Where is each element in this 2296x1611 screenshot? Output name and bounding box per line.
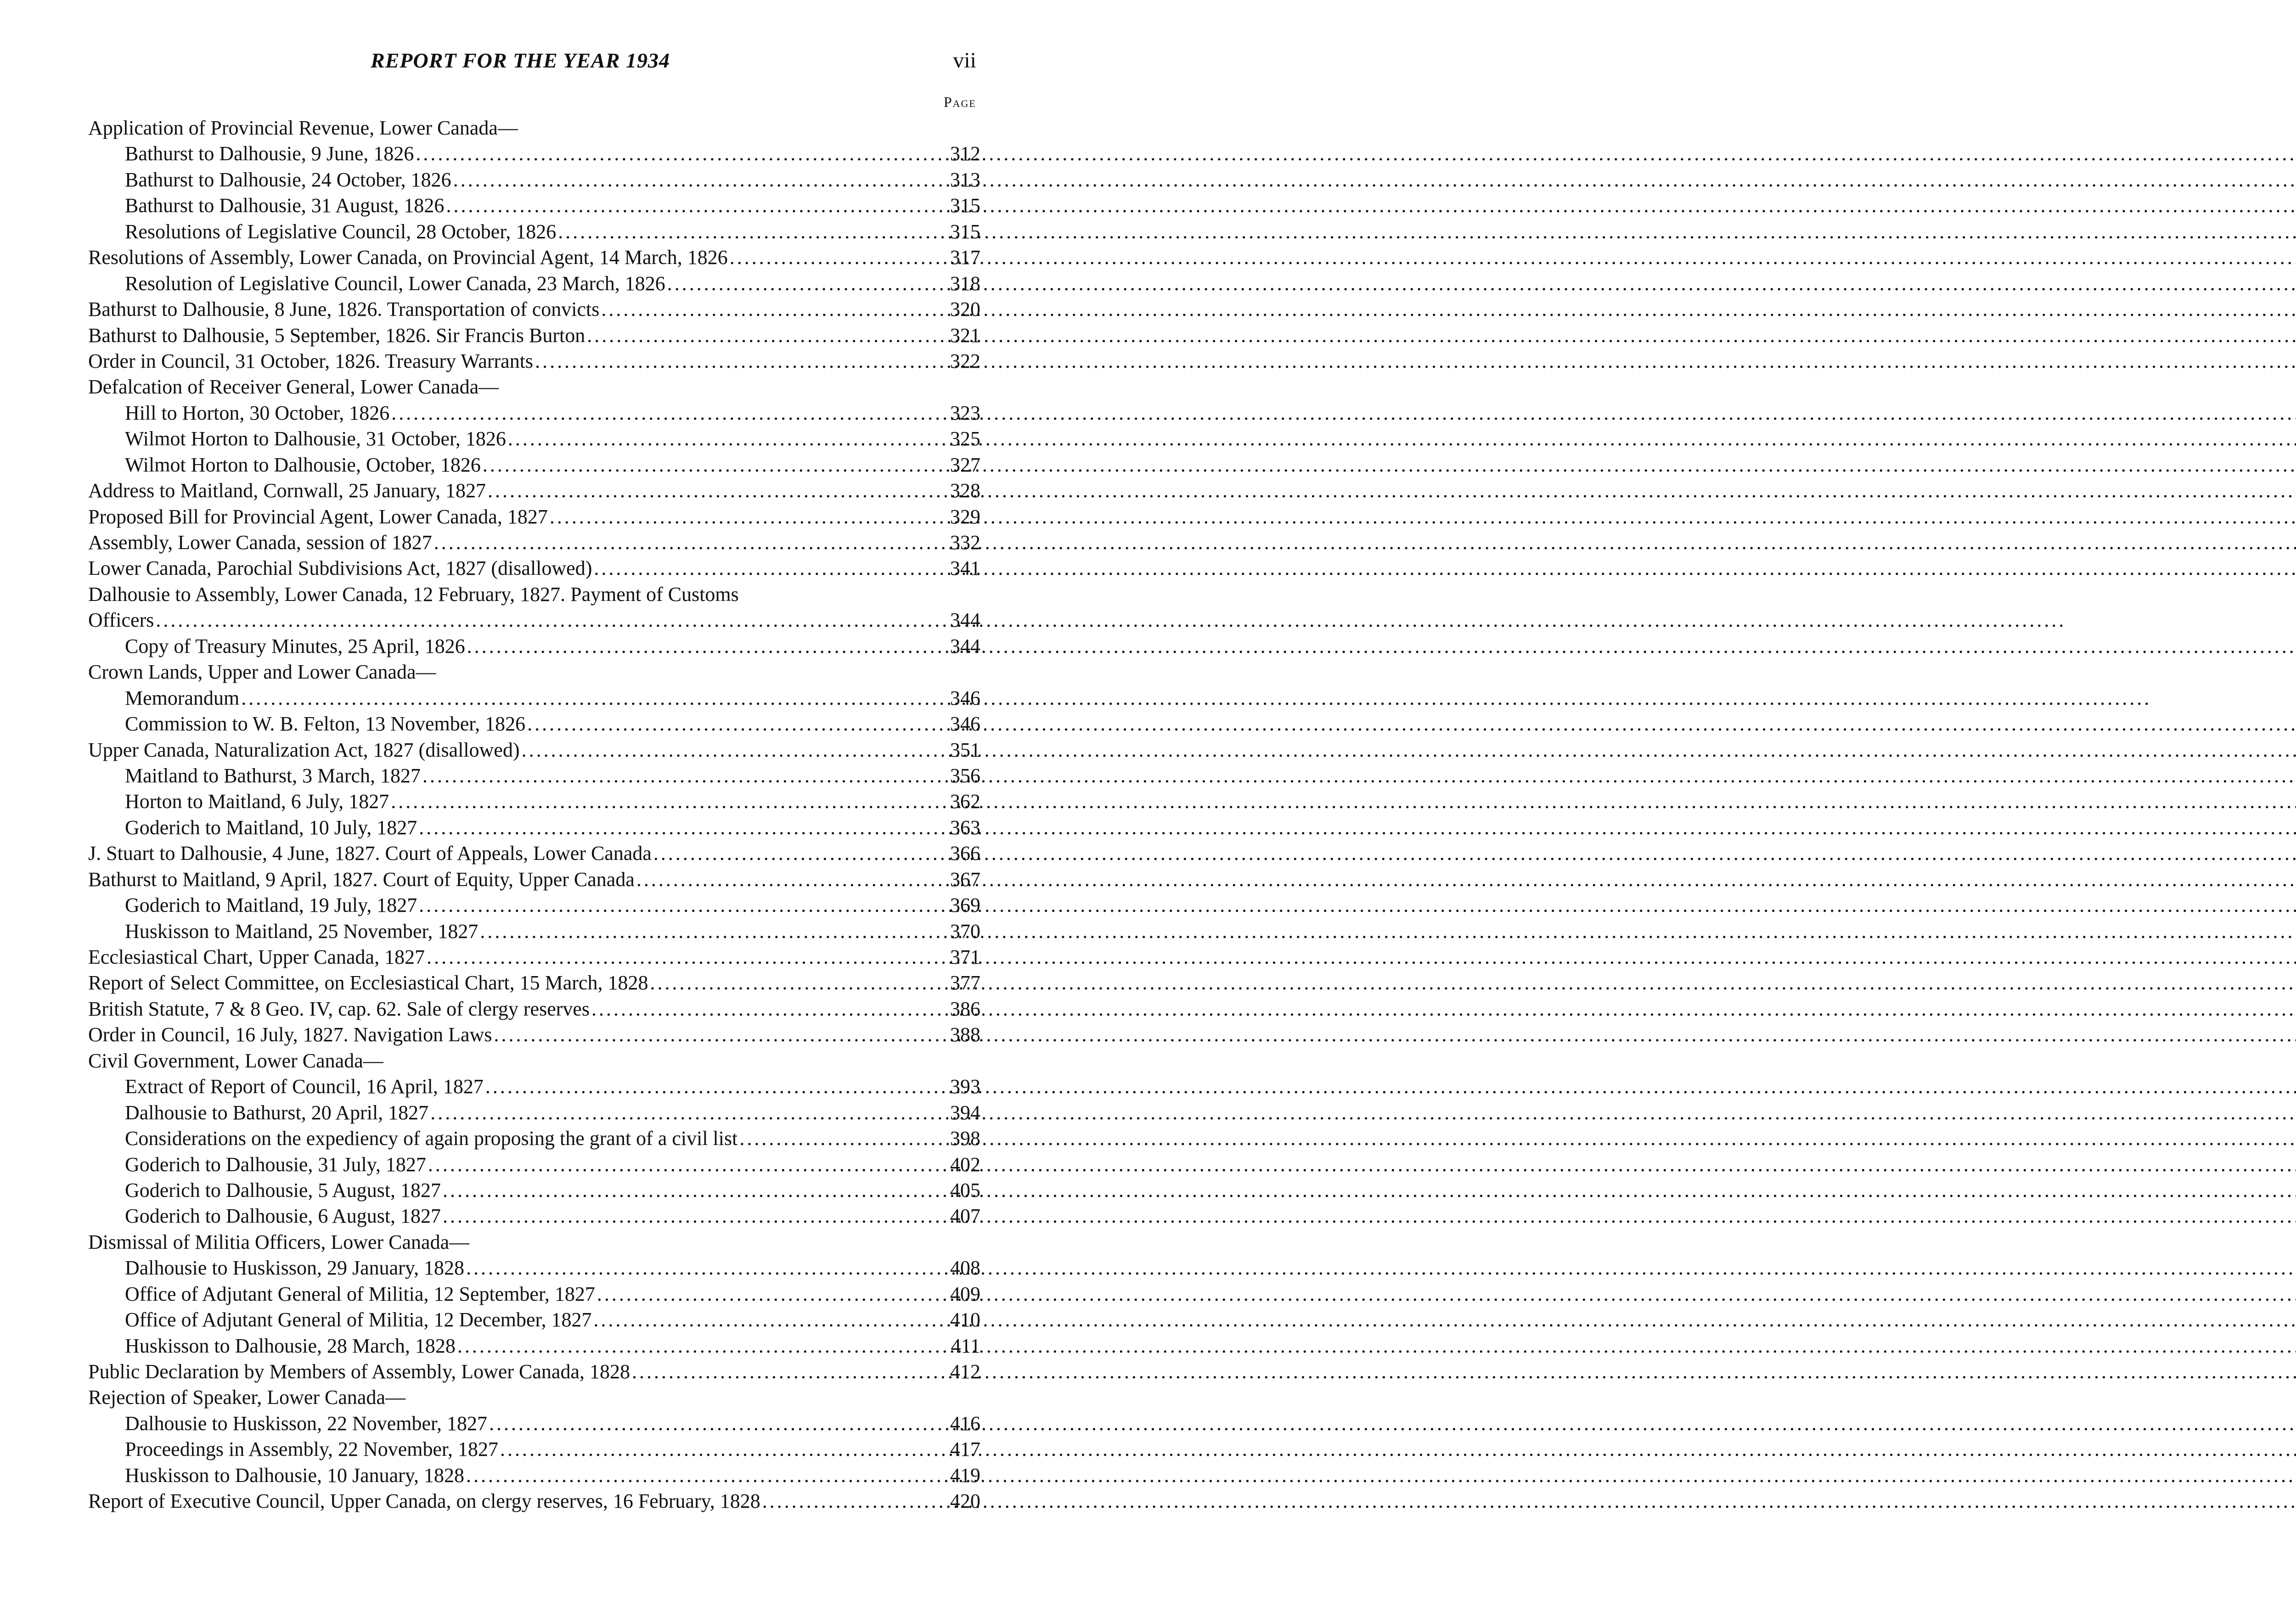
entry-page-number: 412 [950, 1360, 980, 1383]
entry-title: Bathurst to Dalhousie, 31 August, 1826 [125, 194, 445, 217]
dot-leader [587, 323, 937, 348]
entry-title: Wilmot Horton to Dalhousie, 31 October, 1826 [125, 427, 506, 450]
entry-title: Dalhousie to Assembly, Lower Canada, 12 February, 1827. Payment of Customs [88, 583, 739, 606]
entry-title: Office of Adjutant General of Militia, 12 September, 1827 [125, 1282, 595, 1305]
entry-title: Public Declaration by Members of Assembly, Lower Canada, 1828 [88, 1360, 630, 1383]
entry-title: Officers [88, 609, 154, 632]
entry-title: Proceedings in Assembly, 22 November, 1827 [125, 1438, 498, 1461]
toc-entry [88, 711, 980, 737]
toc-entry [88, 1152, 980, 1178]
entry-page-number: 369 [950, 894, 980, 917]
toc-entry [88, 1359, 980, 1385]
dot-leader [427, 944, 937, 970]
entry-page-number: 341 [950, 557, 980, 580]
dot-leader [434, 530, 937, 556]
running-title: REPORT FOR THE YEAR 1934 [371, 49, 670, 72]
entry-page-number: 420 [950, 1490, 980, 1513]
toc-heading [88, 115, 980, 141]
dot-leader [480, 919, 937, 944]
toc-entry [88, 556, 980, 581]
toc-entry [88, 919, 980, 944]
entry-page-number: 394 [950, 1101, 980, 1124]
toc-entry [88, 789, 980, 814]
toc-entry [88, 867, 980, 893]
entry-title: Upper Canada, Naturalization Act, 1827 (disallowed) [88, 738, 520, 761]
toc-entry [88, 348, 980, 374]
toc-entry [88, 1255, 980, 1281]
toc-entry [88, 1411, 980, 1437]
entry-page-number: 328 [950, 479, 980, 502]
dot-leader [428, 1152, 937, 1178]
dot-leader [483, 452, 937, 478]
entry-page-number: 329 [950, 505, 980, 528]
entry-page-number: 346 [950, 686, 980, 709]
entry-page-number: 416 [950, 1412, 980, 1435]
entry-page-number: 398 [950, 1127, 980, 1150]
entry-title: Defalcation of Receiver General, Lower Canada— [88, 376, 499, 399]
entry-page-number: 313 [950, 168, 980, 191]
entry-page-number: 407 [950, 1205, 980, 1228]
dot-leader [594, 556, 937, 581]
entry-title: Bathurst to Dalhousie, 5 September, 1826. Sir Francis Burton [88, 324, 585, 347]
entry-page-number: 419 [950, 1464, 980, 1487]
toc-entry [88, 1281, 980, 1307]
entry-title: Application of Provincial Revenue, Lower Canada— [88, 117, 518, 139]
dot-leader [467, 634, 937, 659]
page-column-heading: Page [943, 94, 976, 110]
entry-page-number: 315 [950, 220, 980, 243]
toc-entry [88, 1178, 980, 1203]
entry-page-number: 411 [951, 1334, 980, 1357]
page-number: vii [953, 48, 976, 73]
entry-page-number: 366 [950, 842, 980, 865]
dot-leader [466, 1463, 937, 1488]
entry-page-number: 417 [950, 1438, 980, 1461]
dot-leader [422, 763, 937, 789]
toc-entry [88, 893, 980, 918]
entry-page-number: 332 [950, 531, 980, 554]
toc-entry [88, 426, 980, 452]
toc-entry [88, 167, 980, 193]
dot-leader [419, 815, 937, 841]
dot-leader [241, 685, 937, 711]
entry-title: Huskisson to Dalhousie, 28 March, 1828 [125, 1334, 456, 1357]
dot-leader [488, 478, 937, 504]
toc-entry [88, 478, 980, 504]
entry-title: Goderich to Maitland, 10 July, 1827 [125, 816, 417, 839]
dot-leader [156, 607, 937, 633]
document-page [0, 0, 1041, 1611]
dot-leader [650, 970, 937, 996]
dot-leader [601, 297, 937, 322]
toc-entry [88, 763, 980, 789]
toc-entry [88, 815, 980, 841]
entry-title: Resolutions of Legislative Council, 28 October, 1826 [125, 220, 557, 243]
entry-page-number: 363 [950, 816, 980, 839]
entry-page-number: 405 [950, 1179, 980, 1201]
toc-entry [88, 504, 980, 530]
toc-entry [88, 841, 980, 866]
toc-heading [88, 659, 980, 685]
entry-page-number: 377 [950, 971, 980, 994]
dot-leader [558, 219, 937, 245]
entry-title: Huskisson to Dalhousie, 10 January, 1828 [125, 1464, 464, 1487]
entry-title: Order in Council, 16 July, 1827. Navigation Laws [88, 1023, 492, 1046]
toc-entry [88, 1333, 980, 1359]
dot-leader [527, 711, 937, 737]
entry-title: Bathurst to Maitland, 9 April, 1827. Court of Equity, Upper Canada [88, 868, 635, 891]
entry-title: J. Stuart to Dalhousie, 4 June, 1827. Court of Appeals, Lower Canada [88, 842, 652, 865]
toc-entry [88, 634, 980, 659]
dot-leader [485, 1074, 937, 1100]
toc-heading [88, 1229, 980, 1255]
entry-title: Rejection of Speaker, Lower Canada— [88, 1386, 405, 1409]
entry-title: Huskisson to Maitland, 25 November, 1827 [125, 920, 478, 943]
entry-page-number: 410 [950, 1308, 980, 1331]
entry-title: Goderich to Dalhousie, 5 August, 1827 [125, 1179, 441, 1201]
toc-entry [88, 193, 980, 219]
toc-entry [88, 323, 980, 348]
entry-title: Address to Maitland, Cornwall, 25 January, 1827 [88, 479, 486, 502]
dot-leader [489, 1411, 937, 1437]
dot-leader [593, 1307, 937, 1333]
entry-page-number: 317 [950, 246, 980, 269]
entry-title: British Statute, 7 & 8 Geo. IV, cap. 62. Sale of clergy reserves [88, 997, 590, 1020]
entry-title: Copy of Treasury Minutes, 25 April, 1826 [125, 634, 465, 657]
dot-leader [739, 1126, 937, 1151]
toc-heading [88, 1048, 980, 1074]
entry-page-number: 321 [950, 324, 980, 347]
dot-leader [550, 504, 937, 530]
entry-page-number: 371 [950, 946, 980, 968]
entry-page-number: 344 [950, 634, 980, 657]
entry-title: Bathurst to Dalhousie, 8 June, 1826. Transportation of convicts [88, 298, 600, 321]
dot-leader [632, 1359, 937, 1385]
toc-entry [88, 970, 980, 996]
entry-page-number: 386 [950, 997, 980, 1020]
dot-leader [597, 1281, 937, 1307]
entry-page-number: 325 [950, 427, 980, 450]
toc-entry [88, 271, 980, 297]
entry-page-number: 318 [950, 272, 980, 295]
toc-entry [88, 607, 980, 633]
entry-title: Assembly, Lower Canada, session of 1827 [88, 531, 432, 554]
toc-entry [88, 1126, 980, 1151]
entry-title: Office of Adjutant General of Militia, 12 December, 1827 [125, 1308, 592, 1331]
toc-entry [88, 297, 980, 322]
entry-title: Bathurst to Dalhousie, 24 October, 1826 [125, 168, 451, 191]
entry-page-number: 315 [950, 194, 980, 217]
entry-title: Extract of Report of Council, 16 April, 1827 [125, 1075, 484, 1098]
entry-page-number: 320 [950, 298, 980, 321]
entry-title: Civil Government, Lower Canada— [88, 1049, 383, 1072]
dot-leader [443, 1178, 937, 1203]
entry-title: Hill to Horton, 30 October, 1826 [125, 401, 390, 424]
entry-page-number: 327 [950, 453, 980, 476]
entry-page-number: 409 [950, 1282, 980, 1305]
entry-page-number: 362 [950, 790, 980, 813]
toc-entry [88, 141, 980, 167]
dot-leader [535, 348, 937, 374]
entry-title: Wilmot Horton to Dalhousie, October, 1826 [125, 453, 481, 476]
entry-title: Goderich to Dalhousie, 31 July, 1827 [125, 1153, 426, 1176]
entry-page-number: 393 [950, 1075, 980, 1098]
dot-leader [500, 1437, 937, 1462]
entry-title: Dalhousie to Huskisson, 22 November, 1827 [125, 1412, 487, 1435]
toc-entry [88, 1488, 980, 1514]
dot-leader [508, 426, 937, 452]
dot-leader [391, 400, 937, 426]
entry-title: Goderich to Dalhousie, 6 August, 1827 [125, 1205, 441, 1228]
dot-leader [653, 841, 937, 866]
dot-leader [494, 1022, 937, 1048]
dot-leader [466, 1255, 937, 1281]
entry-page-number: 408 [950, 1257, 980, 1280]
entry-title: Lower Canada, Parochial Subdivisions Act, 1827 (disallowed) [88, 557, 592, 580]
entry-page-number: 322 [950, 349, 980, 372]
entry-page-number: 367 [950, 868, 980, 891]
toc-entry [88, 1100, 980, 1126]
dot-leader [453, 167, 937, 193]
entry-page-number: 312 [950, 142, 980, 165]
table-of-contents [88, 115, 980, 1515]
toc-entry [88, 1463, 980, 1488]
entry-title: Goderich to Maitland, 19 July, 1827 [125, 894, 417, 917]
entry-page-number: 370 [950, 920, 980, 943]
toc-entry [88, 737, 980, 763]
dot-leader [430, 1100, 937, 1126]
toc-entry [88, 944, 980, 970]
dot-leader [591, 996, 937, 1022]
entry-page-number: 346 [950, 713, 980, 735]
toc-entry [88, 1022, 980, 1048]
entry-title: Dalhousie to Bathurst, 20 April, 1827 [125, 1101, 429, 1124]
toc-entry [88, 996, 980, 1022]
entry-title: Resolution of Legislative Council, Lower Canada, 23 March, 1826 [125, 272, 665, 295]
entry-title: Considerations on the expediency of again proposing the grant of a civil list [125, 1127, 738, 1150]
toc-heading [88, 1385, 980, 1410]
entry-title: Order in Council, 31 October, 1826. Treasury Warrants [88, 349, 534, 372]
entry-title: Proposed Bill for Provincial Agent, Lower Canada, 1827 [88, 505, 548, 528]
toc-heading [88, 374, 980, 400]
dot-leader [667, 271, 937, 297]
toc-entry [88, 219, 980, 245]
entry-title: Commission to W. B. Felton, 13 November, 1826 [125, 713, 526, 735]
entry-page-number: 344 [950, 609, 980, 632]
dot-leader [446, 193, 937, 219]
toc-entry [88, 452, 980, 478]
toc-entry [88, 1307, 980, 1333]
dot-leader [762, 1488, 937, 1514]
dot-leader [730, 245, 937, 270]
entry-page-number: 388 [950, 1023, 980, 1046]
dot-leader [416, 141, 937, 167]
entry-page-number: 402 [950, 1153, 980, 1176]
dot-leader [443, 1203, 937, 1229]
toc-entry [88, 1074, 980, 1100]
entry-title: Memorandum [125, 686, 240, 709]
entry-title: Resolutions of Assembly, Lower Canada, on Provincial Agent, 14 March, 1826 [88, 246, 728, 269]
dot-leader [636, 867, 937, 893]
entry-title: Report of Select Committee, on Ecclesiastical Chart, 15 March, 1828 [88, 971, 648, 994]
toc-entry [88, 245, 980, 270]
entry-title: Maitland to Bathurst, 3 March, 1827 [125, 764, 421, 787]
entry-title: Dismissal of Militia Officers, Lower Canada— [88, 1230, 470, 1253]
dot-leader [522, 737, 937, 763]
entry-page-number: 323 [950, 401, 980, 424]
dot-leader [457, 1333, 937, 1359]
dot-leader [391, 789, 937, 814]
toc-heading [88, 582, 980, 607]
entry-title: Dalhousie to Huskisson, 29 January, 1828 [125, 1257, 464, 1280]
toc-entry [88, 530, 980, 556]
toc-entry [88, 1437, 980, 1462]
entry-title: Crown Lands, Upper and Lower Canada— [88, 661, 436, 684]
entry-title: Bathurst to Dalhousie, 9 June, 1826 [125, 142, 414, 165]
entry-page-number: 356 [950, 764, 980, 787]
toc-entry [88, 685, 980, 711]
entry-title: Horton to Maitland, 6 July, 1827 [125, 790, 389, 813]
entry-title: Ecclesiastical Chart, Upper Canada, 1827 [88, 946, 425, 968]
toc-entry [88, 400, 980, 426]
toc-entry [88, 1203, 980, 1229]
dot-leader [419, 893, 937, 918]
entry-page-number: 351 [950, 738, 980, 761]
entry-title: Report of Executive Council, Upper Canada, on clergy reserves, 16 February, 1828 [88, 1490, 760, 1513]
running-head [0, 47, 1041, 74]
